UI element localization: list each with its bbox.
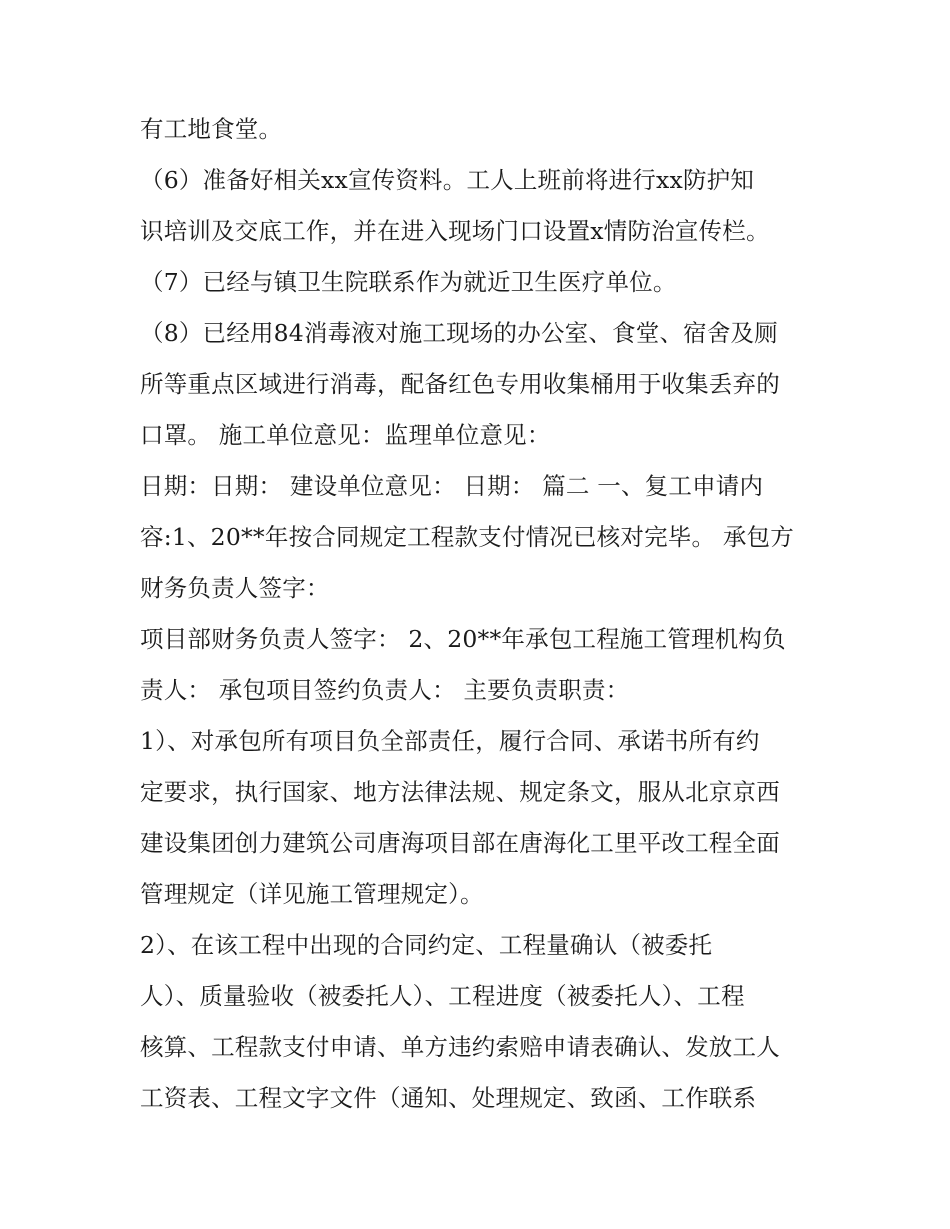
- text-line: 项目部财务负责人签字： 2、20**年承包工程施工管理机构负: [140, 625, 786, 653]
- text-line: 核算、工程款支付申请、单方违约索赔申请表确认、发放工人: [140, 1033, 780, 1061]
- text-line: （7）已经与镇卫生院联系作为就近卫生医疗单位。: [140, 268, 677, 296]
- text-line: 所等重点区域进行消毒，配备红色专用收集桶用于收集丢弃的: [140, 370, 780, 398]
- text-line: 识培训及交底工作，并在进入现场门口设置x情防治宣传栏。: [140, 217, 770, 245]
- text-line: 人）、质量验收（被委托人）、工程进度（被委托人）、工程: [140, 982, 745, 1010]
- text-line: 工资表、工程文字文件（通知、处理规定、致函、工作联系: [140, 1084, 757, 1112]
- text-line: 日期：日期： 建设单位意见： 日期： 篇二 一、复工申请内: [140, 472, 764, 500]
- text-line: 容:1、20**年按合同规定工程款支付情况已核对完毕。 承包方: [140, 523, 794, 551]
- text-line: 建设集团创力建筑公司唐海项目部在唐海化工里平改工程全面: [140, 829, 780, 857]
- text-line: 责人： 承包项目签约负责人： 主要负责职责：: [140, 676, 630, 704]
- text-line: 管理规定（详见施工管理规定）。: [140, 880, 484, 908]
- text-line: 1）、对承包所有项目负全部责任，履行合同、承诺书所有约: [140, 727, 760, 755]
- text-line: 2）、在该工程中出现的合同约定、工程量确认（被委托: [140, 931, 713, 959]
- text-line: 定要求，执行国家、地方法律法规、规定条文，服从北京京西: [140, 778, 780, 806]
- text-line: 财务负责人签字：: [140, 574, 330, 602]
- text-line: 有工地食堂。: [140, 115, 283, 143]
- text-line: 口罩。 施工单位意见：监理单位意见：: [140, 421, 551, 449]
- text-line: （6）准备好相关xx宣传资料。工人上班前将进行xx防护知: [140, 166, 755, 194]
- text-line: （8）已经用84消毒液对施工现场的办公室、食堂、宿舍及厕: [140, 319, 778, 347]
